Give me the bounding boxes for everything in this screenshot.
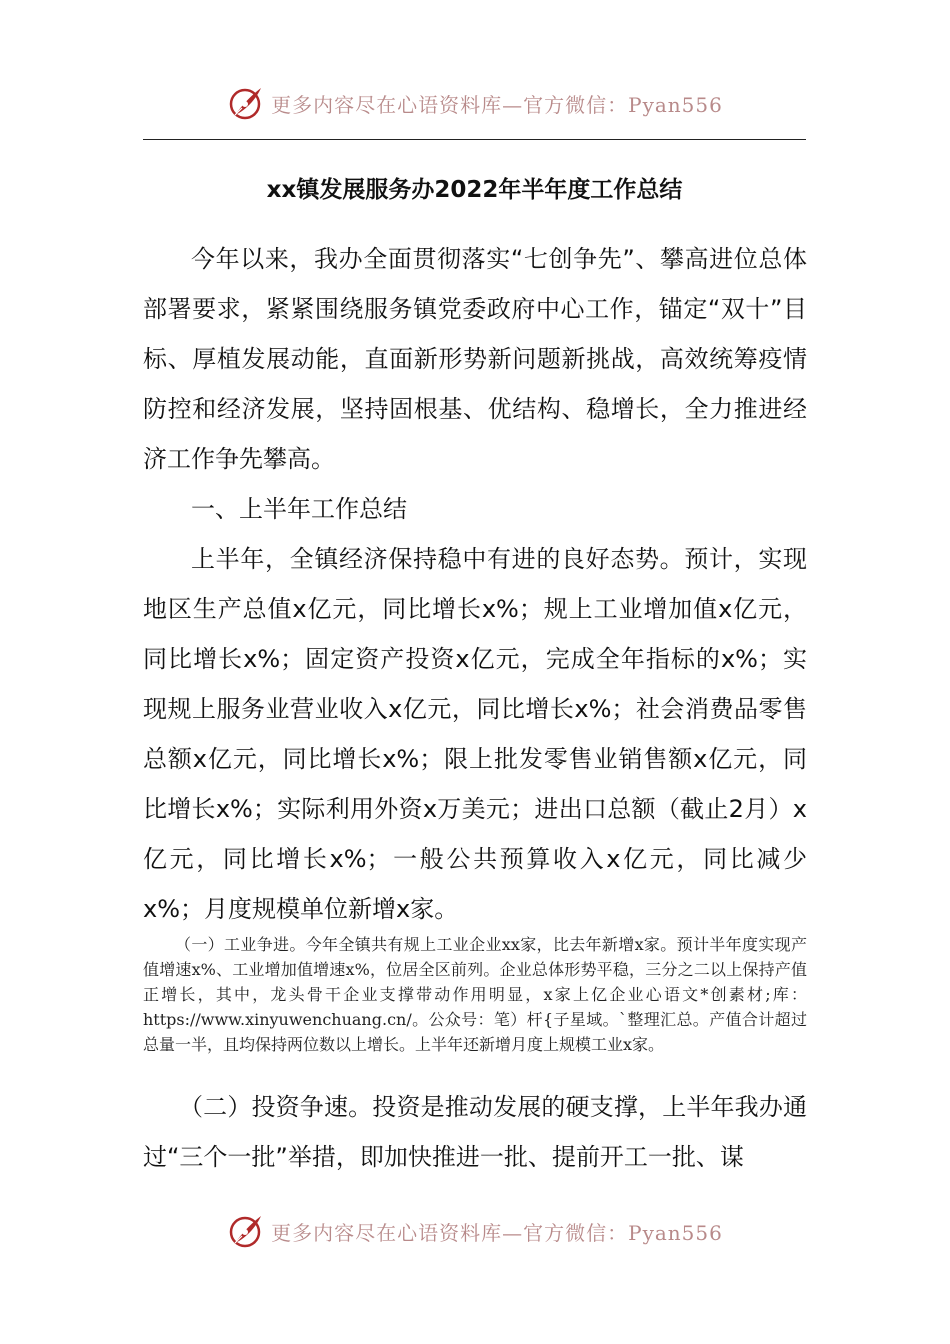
header-banner-text: 更多内容尽在心语资料库—官方微信：Pyan556 [271, 92, 723, 117]
section-heading-1: 一、上半年工作总结 [191, 495, 407, 523]
investment-paragraph: （二）投资争速。投资是推动发展的硬支撑，上半年我办通过“三个一批”举措，即加快推进一批、提前开工一批、谋 [143, 1093, 807, 1171]
header-divider [143, 139, 806, 140]
quill-logo-icon [227, 85, 265, 121]
footer-banner [0, 1211, 950, 1251]
summary-paragraph: 上半年，全镇经济保持稳中有进的良好态势。预计，实现地区生产总值x亿元，同比增长x%；规上工业增加值x亿元，同比增长x%；固定资产投资x亿元，完成全年指标的x%；实现规上服务业营业收入x亿元，同比增长x%；社会消费品零售总额x亿元，同比增长x%；限上批发零售业销售额x亿元，同比增长x%；实际利用外资x万美元；进出口总额（截止2月）x亿元，同比增长x%；一般公共预算收入x亿元，同比减少x%；月度规模单位新增x家。 [143, 545, 807, 923]
document-title: xx镇发展服务办2022年半年度工作总结 [266, 177, 683, 203]
industry-paragraph: （一）工业争进。今年全镇共有规上工业企业xx家，比去年新增x家。预计半年度实现产值增速x%、工业增加值增速x%，位居全区前列。企业总体形势平稳，三分之二以上保持产值正增长，其中，龙头骨干企业支撑带动作用明显，x家上亿企业心语文*创素材;库：https://www.xinyuwenchuang.cn/。公众号：笔）杆{子星域。`整理汇总。产值合计超过总量一半，且均保持两位数以上增长。上半年还新增月度上规模工业x家。 [143, 935, 807, 1054]
header-banner [0, 83, 950, 123]
quill-logo-icon [227, 1213, 265, 1249]
intro-paragraph: 今年以来，我办全面贯彻落实“七创争先”、攀高进位总体部署要求，紧紧围绕服务镇党委政府中心工作，锚定“双十”目标、厚植发展动能，直面新形势新问题新挑战，高效统筹疫情防控和经济发展，坚持固根基、优结构、稳增长，全力推进经济工作争先攀高。 [143, 245, 807, 473]
footer-banner-text: 更多内容尽在心语资料库—官方微信：Pyan556 [271, 1220, 723, 1245]
